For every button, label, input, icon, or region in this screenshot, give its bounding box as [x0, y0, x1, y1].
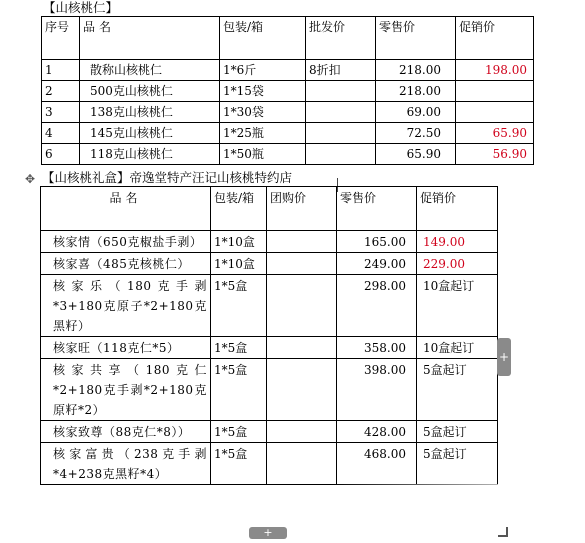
- row-wholesale: [306, 144, 376, 165]
- header-pack: 包装/箱: [211, 187, 267, 231]
- table-row: [42, 60, 534, 81]
- table-row: [41, 337, 498, 359]
- header-no: 序号: [42, 17, 80, 60]
- row-group-price: [267, 421, 337, 443]
- row-group-price: [267, 443, 337, 485]
- header-promo: 促销价: [417, 187, 498, 231]
- row-no: 3: [42, 102, 80, 123]
- row-pack: 1*15袋: [220, 81, 306, 102]
- row-no: 1: [42, 60, 80, 81]
- row-group-price: [267, 275, 337, 337]
- row-group-price: [267, 253, 337, 275]
- row-no: 6: [42, 144, 80, 165]
- header-promo: 促销价: [456, 17, 534, 60]
- row-wholesale: 8折扣: [306, 60, 376, 81]
- table-row: [41, 275, 498, 337]
- table-row: [41, 231, 498, 253]
- row-pack: 1*6斤: [220, 60, 306, 81]
- section-title-gift-box: 【山核桃礼盒】帝逸堂特产汪记山核桃特约店: [42, 170, 293, 185]
- row-promo: 198.00: [456, 60, 534, 81]
- row-retail: 358.00: [337, 337, 417, 359]
- selection-fade-overlay: [330, 484, 510, 524]
- section-title-walnut-kernel: 【山核桃仁】: [43, 0, 119, 15]
- row-name: 118克山核桃仁: [80, 144, 220, 165]
- header-wholesale: 批发价: [306, 17, 376, 60]
- row-group-price: [267, 231, 337, 253]
- gift-box-price-table: [40, 186, 498, 485]
- row-pack: 1*25瓶: [220, 123, 306, 144]
- table-row: [41, 253, 498, 275]
- row-no: 2: [42, 81, 80, 102]
- row-retail: 72.50: [376, 123, 456, 144]
- row-name: 500克山核桃仁: [80, 81, 220, 102]
- row-retail: 165.00: [337, 231, 417, 253]
- row-pack: 1*30袋: [220, 102, 306, 123]
- add-row-plus-icon[interactable]: +: [249, 527, 287, 539]
- table-row: [42, 144, 534, 165]
- row-retail: 468.00: [337, 443, 417, 485]
- table-header-row: [42, 17, 534, 60]
- row-name: 核家情（650克椒盐手剥）: [41, 231, 211, 253]
- row-retail: 398.00: [337, 359, 417, 421]
- row-retail: 428.00: [337, 421, 417, 443]
- row-promo: 5盒起订: [417, 421, 498, 443]
- row-name: 核家旺（118克仁*5）: [41, 337, 211, 359]
- row-promo: 10盒起订: [417, 337, 498, 359]
- row-name: 散称山核桃仁: [80, 60, 220, 81]
- table-row: [41, 443, 498, 485]
- row-wholesale: [306, 81, 376, 102]
- row-promo: 149.00: [417, 231, 498, 253]
- row-pack: 1*10盒: [211, 231, 267, 253]
- row-pack: 1*5盒: [211, 275, 267, 337]
- row-name: 核家富贵（238克手剥*4+238克黑籽*4）: [41, 443, 211, 485]
- table-move-handle-icon[interactable]: ✥: [24, 172, 36, 186]
- row-promo: [456, 102, 534, 123]
- row-pack: 1*5盒: [211, 337, 267, 359]
- row-wholesale: [306, 123, 376, 144]
- table-row: [42, 81, 534, 102]
- table-row: [42, 123, 534, 144]
- row-group-price: [267, 337, 337, 359]
- row-promo: 5盒起订: [417, 359, 498, 421]
- row-no: 4: [42, 123, 80, 144]
- row-retail: 218.00: [376, 81, 456, 102]
- row-pack: 1*5盒: [211, 359, 267, 421]
- row-retail: 249.00: [337, 253, 417, 275]
- row-name: 核家乐（180克手剥*3+180克原子*2+180克黑籽）: [41, 275, 211, 337]
- row-retail: 218.00: [376, 60, 456, 81]
- row-promo: 5盒起订: [417, 443, 498, 485]
- header-retail: 零售价: [337, 187, 417, 231]
- row-wholesale: [306, 102, 376, 123]
- header-retail: 零售价: [376, 17, 456, 60]
- row-name: 145克山核桃仁: [80, 123, 220, 144]
- row-name: 核家喜（485克核桃仁）: [41, 253, 211, 275]
- row-group-price: [267, 359, 337, 421]
- table-resize-handle-icon[interactable]: [498, 527, 508, 537]
- add-column-plus-icon[interactable]: +: [497, 338, 511, 376]
- row-name: 核家致尊（88克仁*8））: [41, 421, 211, 443]
- row-retail: 298.00: [337, 275, 417, 337]
- header-name: 品名: [80, 17, 220, 60]
- table-row: [41, 359, 498, 421]
- row-pack: 1*5盒: [211, 443, 267, 485]
- row-promo: 56.90: [456, 144, 534, 165]
- header-group-price: 团购价: [267, 187, 337, 231]
- row-pack: 1*50瓶: [220, 144, 306, 165]
- row-name: 核家共享（180克仁*2+180克手剥*2+180克原籽*2）: [41, 359, 211, 421]
- row-promo: 65.90: [456, 123, 534, 144]
- row-promo: [456, 81, 534, 102]
- table-row: [42, 102, 534, 123]
- row-pack: 1*5盒: [211, 421, 267, 443]
- header-pack: 包装/箱: [220, 17, 306, 60]
- walnut-kernel-price-table: [41, 16, 534, 165]
- row-name: 138克山核桃仁: [80, 102, 220, 123]
- row-pack: 1*10盒: [211, 253, 267, 275]
- table-row: [41, 421, 498, 443]
- row-retail: 65.90: [376, 144, 456, 165]
- row-promo: 10盒起订: [417, 275, 498, 337]
- header-name: 品名: [41, 187, 211, 231]
- table-header-row: [41, 187, 498, 231]
- row-promo: 229.00: [417, 253, 498, 275]
- row-retail: 69.00: [376, 102, 456, 123]
